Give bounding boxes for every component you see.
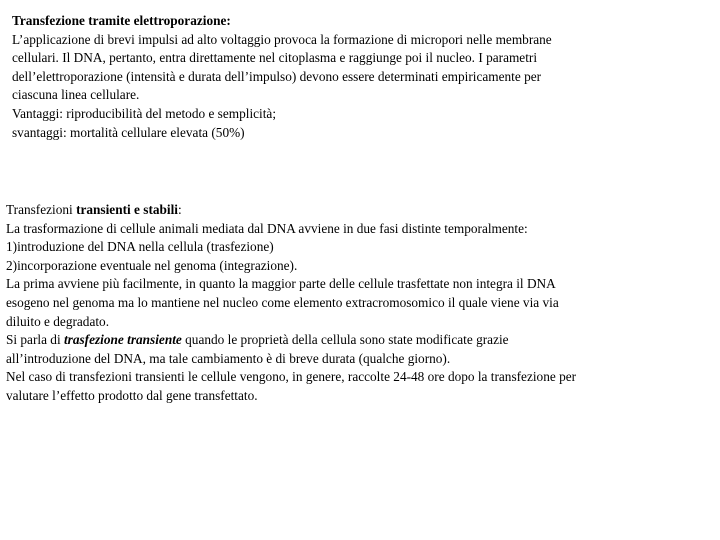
heading-bold: transienti e stabili xyxy=(76,202,179,217)
section-heading xyxy=(6,201,576,220)
paragraph-line: La prima avviene più facilmente, in quanto la maggior parte delle cellule trasfettate non integra il DNA xyxy=(6,276,556,292)
definition-line xyxy=(6,331,576,350)
transient-stable-section xyxy=(6,201,576,406)
paragraph-line: all’introduzione del DNA, ma tale cambiamento è di breve durata (qualche giorno). xyxy=(6,350,451,366)
paragraph-line: ciascuna linea cellulare. xyxy=(12,87,140,103)
paragraph-line: Nel caso di transfezioni transienti le cellule vengono, in genere, raccolte 24-48 ore dopo la transfezione per xyxy=(6,369,577,385)
paragraph-line: cellulari. Il DNA, pertanto, entra direttamente nel citoplasma e raggiunge poi il nucleo. I parametri xyxy=(12,50,538,66)
advantages-line: Vantaggi: riproducibilità del metodo e semplicità; xyxy=(12,105,277,121)
definition-prefix: Si parla di xyxy=(6,332,64,348)
paragraph-line: valutare l’effetto prodotto dal gene transfettato. xyxy=(6,387,258,403)
step-one-line: 1)introduzione del DNA nella cellula (trasfezione) xyxy=(6,239,274,255)
definition-suffix: quando le proprietà della cellula sono state modificate grazie xyxy=(181,332,509,348)
heading-prefix: Transfezioni xyxy=(6,202,77,217)
heading-suffix: : xyxy=(178,202,182,217)
paragraph-line: dell’elettroporazione (intensità e durata dell’impulso) devono essere determinati empiricamente per xyxy=(12,68,542,84)
step-two-line: 2)incorporazione eventuale nel genoma (integrazione). xyxy=(6,257,298,273)
paragraph-line: La trasformazione di cellule animali mediata dal DNA avviene in due fasi distinte temporalmente: xyxy=(6,220,528,236)
section-title: Transfezione tramite elettroporazione: xyxy=(12,13,231,28)
paragraph-line: diluito e degradato. xyxy=(6,313,110,329)
electroporation-section xyxy=(12,12,552,142)
definition-term: trasfezione transiente xyxy=(63,332,182,348)
paragraph-line: L’applicazione di brevi impulsi ad alto voltaggio provoca la formazione di micropori nelle membrane xyxy=(12,31,552,47)
disadvantages-line: svantaggi: mortalità cellulare elevata (50%) xyxy=(12,124,245,140)
paragraph-line: esogeno nel genoma ma lo mantiene nel nucleo come elemento extracromosomico il quale viene via via xyxy=(6,294,559,310)
